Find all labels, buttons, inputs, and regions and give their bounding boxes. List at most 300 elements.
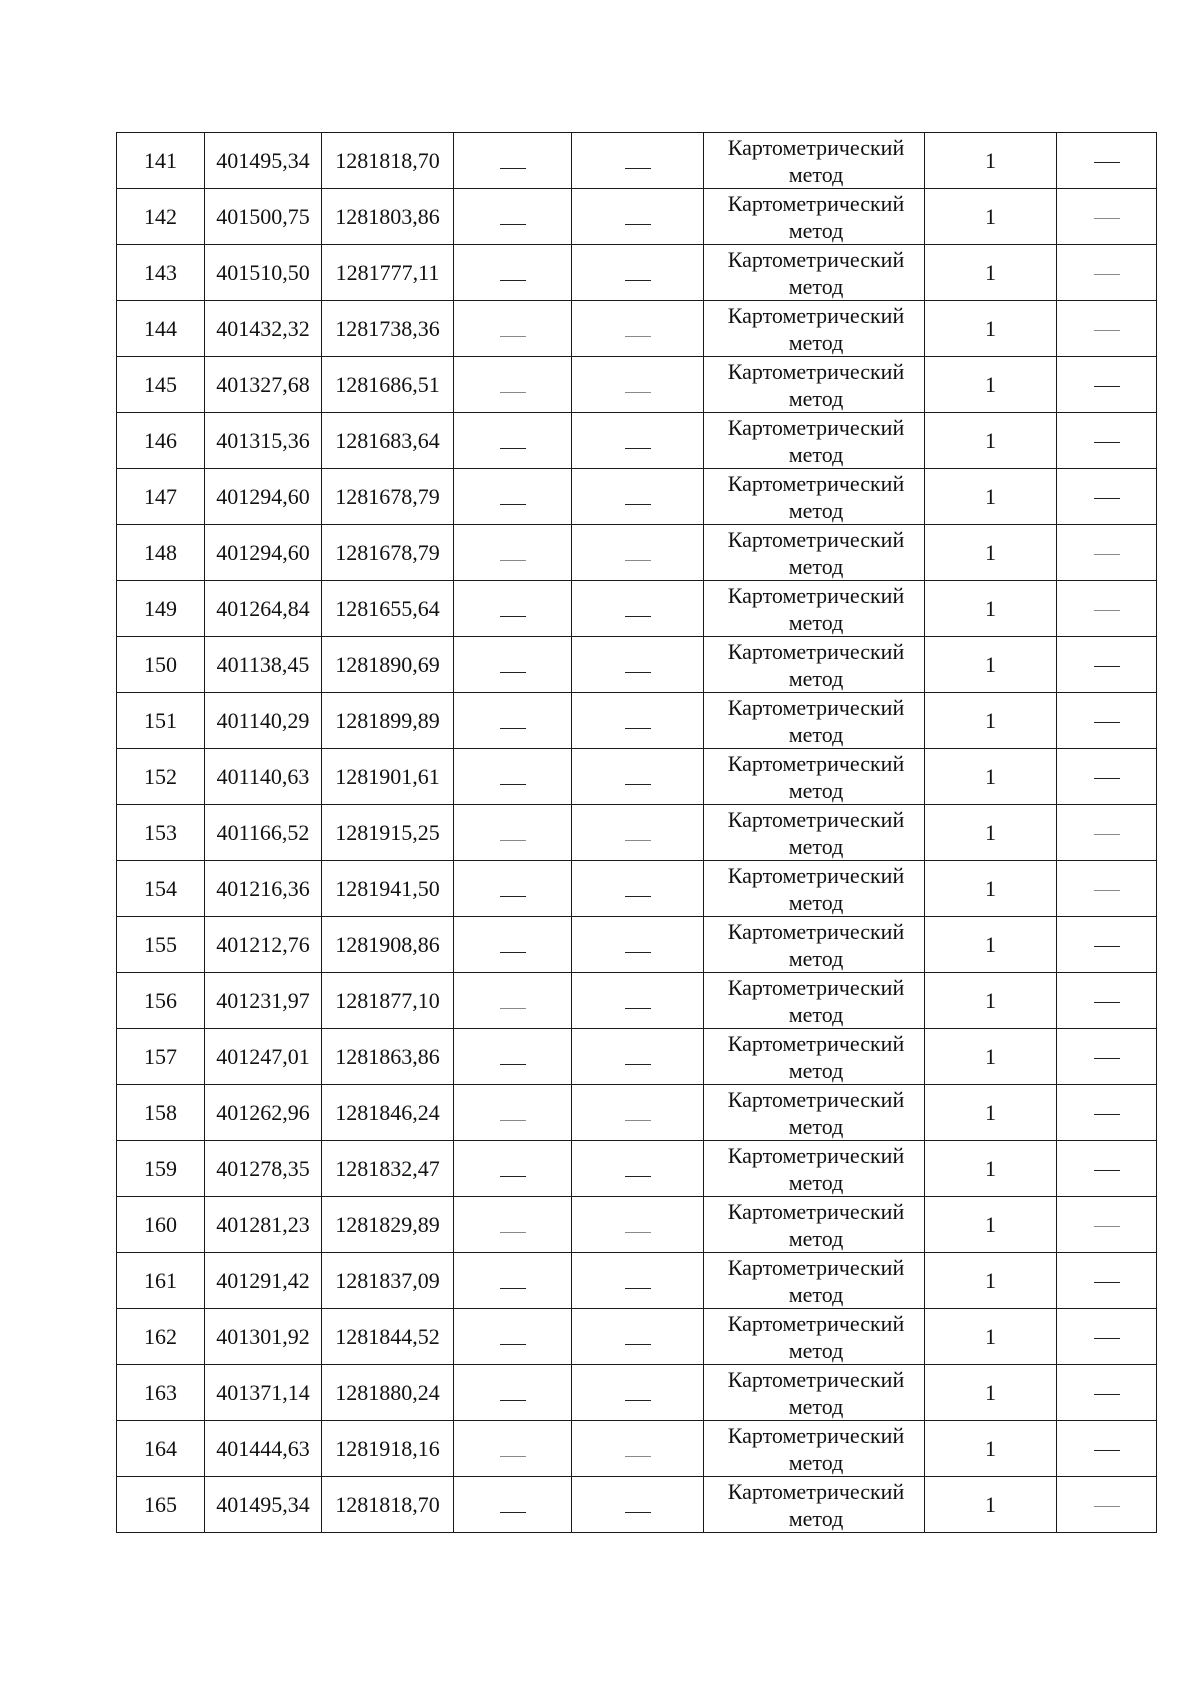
method-line-2: метод [788, 1057, 844, 1083]
method-line-1: Картометрический [727, 302, 905, 328]
dash-mark [500, 1176, 526, 1177]
empty-value-cell [454, 525, 572, 581]
point-number-cell: 161 [117, 1253, 205, 1309]
dash-mark [500, 616, 526, 617]
empty-value-cell [454, 1421, 572, 1477]
accuracy-cell: 1 [925, 1477, 1057, 1533]
table-row [117, 637, 1157, 693]
dash-mark [1094, 554, 1120, 555]
method-cell [704, 189, 925, 245]
dash-mark [500, 1288, 526, 1289]
empty-value-cell [454, 1029, 572, 1085]
method-text [704, 750, 924, 804]
method-cell [704, 357, 925, 413]
method-text [704, 1142, 924, 1196]
dash-mark [500, 448, 526, 449]
table-body [117, 133, 1157, 1533]
accuracy-cell: 1 [925, 189, 1057, 245]
table-row [117, 1085, 1157, 1141]
method-line-2: метод [788, 1449, 844, 1475]
x-coordinate-cell: 401495,34 [205, 1477, 322, 1533]
method-line-1: Картометрический [727, 974, 905, 1000]
x-coordinate-cell: 401264,84 [205, 581, 322, 637]
dash-mark [1094, 1058, 1120, 1059]
empty-value-cell [1057, 469, 1157, 525]
x-coordinate-cell: 401432,32 [205, 301, 322, 357]
x-coordinate-cell: 401294,60 [205, 525, 322, 581]
y-coordinate-cell: 1281915,25 [322, 805, 454, 861]
dash-mark [625, 672, 651, 673]
x-coordinate-cell: 401371,14 [205, 1365, 322, 1421]
method-text [704, 1366, 924, 1420]
table-row [117, 581, 1157, 637]
table-row [117, 469, 1157, 525]
accuracy-cell: 1 [925, 1253, 1057, 1309]
empty-value-cell [572, 749, 704, 805]
method-line-2: метод [788, 1281, 844, 1307]
method-line-2: метод [788, 1505, 844, 1531]
method-line-2: метод [788, 329, 844, 355]
method-text [704, 1478, 924, 1532]
dash-mark [500, 280, 526, 281]
dash-mark [625, 1232, 651, 1233]
point-number-cell: 160 [117, 1197, 205, 1253]
dash-mark [500, 224, 526, 225]
dash-mark [625, 504, 651, 505]
empty-value-cell [1057, 805, 1157, 861]
empty-value-cell [572, 805, 704, 861]
point-number-cell: 142 [117, 189, 205, 245]
method-text [704, 638, 924, 692]
accuracy-cell: 1 [925, 1197, 1057, 1253]
table-row [117, 693, 1157, 749]
empty-value-cell [572, 693, 704, 749]
coordinates-table [116, 132, 1157, 1533]
table-row [117, 861, 1157, 917]
method-line-1: Картометрический [727, 1478, 905, 1504]
method-line-1: Картометрический [727, 918, 905, 944]
table-row [117, 805, 1157, 861]
method-cell [704, 973, 925, 1029]
table-row [117, 1477, 1157, 1533]
method-line-2: метод [788, 721, 844, 747]
x-coordinate-cell: 401262,96 [205, 1085, 322, 1141]
dash-mark [625, 1512, 651, 1513]
empty-value-cell [572, 581, 704, 637]
point-number-cell: 157 [117, 1029, 205, 1085]
y-coordinate-cell: 1281837,09 [322, 1253, 454, 1309]
accuracy-cell: 1 [925, 637, 1057, 693]
empty-value-cell [1057, 917, 1157, 973]
accuracy-cell: 1 [925, 1029, 1057, 1085]
method-text [704, 1310, 924, 1364]
method-line-2: метод [788, 1001, 844, 1027]
x-coordinate-cell: 401495,34 [205, 133, 322, 189]
empty-value-cell [572, 637, 704, 693]
point-number-cell: 154 [117, 861, 205, 917]
dash-mark [1094, 386, 1120, 387]
dash-mark [500, 1456, 526, 1457]
method-cell [704, 581, 925, 637]
method-line-1: Картометрический [727, 1310, 905, 1336]
y-coordinate-cell: 1281683,64 [322, 413, 454, 469]
dash-mark [1094, 274, 1120, 275]
table-row [117, 245, 1157, 301]
empty-value-cell [454, 357, 572, 413]
empty-value-cell [454, 1309, 572, 1365]
dash-mark [625, 280, 651, 281]
empty-value-cell [1057, 1085, 1157, 1141]
method-line-2: метод [788, 1113, 844, 1139]
dash-mark [1094, 218, 1120, 219]
empty-value-cell [572, 1085, 704, 1141]
y-coordinate-cell: 1281863,86 [322, 1029, 454, 1085]
table-row [117, 1197, 1157, 1253]
point-number-cell: 145 [117, 357, 205, 413]
point-number-cell: 141 [117, 133, 205, 189]
method-cell [704, 413, 925, 469]
method-line-2: метод [788, 385, 844, 411]
method-cell [704, 637, 925, 693]
dash-mark [1094, 778, 1120, 779]
dash-mark [500, 1344, 526, 1345]
empty-value-cell [572, 301, 704, 357]
dash-mark [500, 336, 526, 337]
method-line-1: Картометрический [727, 694, 905, 720]
method-line-2: метод [788, 777, 844, 803]
empty-value-cell [572, 469, 704, 525]
method-text [704, 134, 924, 188]
method-line-2: метод [788, 1225, 844, 1251]
method-line-1: Картометрический [727, 1198, 905, 1224]
y-coordinate-cell: 1281818,70 [322, 1477, 454, 1533]
accuracy-cell: 1 [925, 1085, 1057, 1141]
y-coordinate-cell: 1281899,89 [322, 693, 454, 749]
accuracy-cell: 1 [925, 1421, 1057, 1477]
x-coordinate-cell: 401291,42 [205, 1253, 322, 1309]
empty-value-cell [572, 1365, 704, 1421]
empty-value-cell [572, 413, 704, 469]
y-coordinate-cell: 1281846,24 [322, 1085, 454, 1141]
accuracy-cell: 1 [925, 749, 1057, 805]
empty-value-cell [454, 1085, 572, 1141]
method-line-1: Картометрический [727, 806, 905, 832]
dash-mark [500, 504, 526, 505]
dash-mark [500, 728, 526, 729]
empty-value-cell [454, 413, 572, 469]
empty-value-cell [1057, 245, 1157, 301]
dash-mark [1094, 1394, 1120, 1395]
method-line-1: Картометрический [727, 1030, 905, 1056]
dash-mark [625, 1008, 651, 1009]
table-row [117, 1421, 1157, 1477]
dash-mark [625, 1064, 651, 1065]
point-number-cell: 156 [117, 973, 205, 1029]
method-text [704, 414, 924, 468]
empty-value-cell [572, 357, 704, 413]
empty-value-cell [572, 861, 704, 917]
dash-mark [625, 1288, 651, 1289]
empty-value-cell [572, 1477, 704, 1533]
dash-mark [500, 896, 526, 897]
accuracy-cell: 1 [925, 693, 1057, 749]
dash-mark [1094, 330, 1120, 331]
dash-mark [500, 952, 526, 953]
method-line-1: Картометрический [727, 358, 905, 384]
empty-value-cell [1057, 1197, 1157, 1253]
empty-value-cell [1057, 1477, 1157, 1533]
empty-value-cell [572, 1253, 704, 1309]
dash-mark [625, 728, 651, 729]
y-coordinate-cell: 1281832,47 [322, 1141, 454, 1197]
y-coordinate-cell: 1281901,61 [322, 749, 454, 805]
table-row [117, 133, 1157, 189]
empty-value-cell [1057, 973, 1157, 1029]
method-cell [704, 1029, 925, 1085]
empty-value-cell [572, 1197, 704, 1253]
table-row [117, 917, 1157, 973]
method-line-1: Картометрический [727, 638, 905, 664]
empty-value-cell [1057, 637, 1157, 693]
method-line-1: Картометрический [727, 414, 905, 440]
point-number-cell: 152 [117, 749, 205, 805]
dash-mark [625, 840, 651, 841]
method-cell [704, 1085, 925, 1141]
method-cell [704, 917, 925, 973]
dash-mark [625, 952, 651, 953]
method-text [704, 190, 924, 244]
dash-mark [625, 1176, 651, 1177]
method-cell [704, 1141, 925, 1197]
method-text [704, 1086, 924, 1140]
method-line-2: метод [788, 665, 844, 691]
x-coordinate-cell: 401247,01 [205, 1029, 322, 1085]
empty-value-cell [454, 917, 572, 973]
empty-value-cell [454, 861, 572, 917]
method-text [704, 694, 924, 748]
accuracy-cell: 1 [925, 805, 1057, 861]
x-coordinate-cell: 401444,63 [205, 1421, 322, 1477]
dash-mark [500, 840, 526, 841]
accuracy-cell: 1 [925, 469, 1057, 525]
method-line-1: Картометрический [727, 1086, 905, 1112]
method-cell [704, 1421, 925, 1477]
method-line-2: метод [788, 889, 844, 915]
method-line-2: метод [788, 833, 844, 859]
method-line-2: метод [788, 945, 844, 971]
method-text [704, 302, 924, 356]
empty-value-cell [454, 1141, 572, 1197]
dash-mark [1094, 1114, 1120, 1115]
accuracy-cell: 1 [925, 245, 1057, 301]
method-line-1: Картометрический [727, 470, 905, 496]
dash-mark [1094, 1338, 1120, 1339]
point-number-cell: 146 [117, 413, 205, 469]
empty-value-cell [1057, 581, 1157, 637]
accuracy-cell: 1 [925, 413, 1057, 469]
method-line-1: Картометрический [727, 750, 905, 776]
dash-mark [1094, 498, 1120, 499]
accuracy-cell: 1 [925, 861, 1057, 917]
x-coordinate-cell: 401278,35 [205, 1141, 322, 1197]
empty-value-cell [1057, 1365, 1157, 1421]
method-cell [704, 861, 925, 917]
method-line-2: метод [788, 1169, 844, 1195]
method-text [704, 1030, 924, 1084]
y-coordinate-cell: 1281877,10 [322, 973, 454, 1029]
dash-mark [1094, 890, 1120, 891]
accuracy-cell: 1 [925, 1141, 1057, 1197]
dash-mark [500, 672, 526, 673]
empty-value-cell [1057, 1141, 1157, 1197]
method-text [704, 862, 924, 916]
x-coordinate-cell: 401140,63 [205, 749, 322, 805]
method-line-2: метод [788, 1337, 844, 1363]
method-text [704, 974, 924, 1028]
x-coordinate-cell: 401327,68 [205, 357, 322, 413]
method-cell [704, 133, 925, 189]
empty-value-cell [1057, 525, 1157, 581]
x-coordinate-cell: 401231,97 [205, 973, 322, 1029]
method-line-2: метод [788, 217, 844, 243]
dash-mark [1094, 1506, 1120, 1507]
dash-mark [625, 1120, 651, 1121]
y-coordinate-cell: 1281803,86 [322, 189, 454, 245]
table-row [117, 1253, 1157, 1309]
point-number-cell: 158 [117, 1085, 205, 1141]
empty-value-cell [1057, 1421, 1157, 1477]
table-row [117, 525, 1157, 581]
method-cell [704, 1309, 925, 1365]
dash-mark [500, 1232, 526, 1233]
y-coordinate-cell: 1281777,11 [322, 245, 454, 301]
x-coordinate-cell: 401510,50 [205, 245, 322, 301]
point-number-cell: 150 [117, 637, 205, 693]
accuracy-cell: 1 [925, 1309, 1057, 1365]
point-number-cell: 147 [117, 469, 205, 525]
empty-value-cell [454, 637, 572, 693]
method-line-1: Картометрический [727, 246, 905, 272]
dash-mark [1094, 610, 1120, 611]
dash-mark [1094, 1282, 1120, 1283]
empty-value-cell [572, 133, 704, 189]
method-line-2: метод [788, 161, 844, 187]
empty-value-cell [454, 581, 572, 637]
table-row [117, 413, 1157, 469]
method-text [704, 246, 924, 300]
empty-value-cell [454, 1365, 572, 1421]
dash-mark [625, 616, 651, 617]
dash-mark [500, 560, 526, 561]
x-coordinate-cell: 401315,36 [205, 413, 322, 469]
accuracy-cell: 1 [925, 301, 1057, 357]
empty-value-cell [572, 1029, 704, 1085]
table-row [117, 1309, 1157, 1365]
x-coordinate-cell: 401212,76 [205, 917, 322, 973]
empty-value-cell [1057, 189, 1157, 245]
dash-mark [625, 336, 651, 337]
dash-mark [500, 1064, 526, 1065]
method-cell [704, 469, 925, 525]
method-line-2: метод [788, 273, 844, 299]
method-cell [704, 301, 925, 357]
method-line-1: Картометрический [727, 862, 905, 888]
method-cell [704, 1253, 925, 1309]
empty-value-cell [1057, 693, 1157, 749]
dash-mark [1094, 162, 1120, 163]
x-coordinate-cell: 401216,36 [205, 861, 322, 917]
method-text [704, 526, 924, 580]
y-coordinate-cell: 1281890,69 [322, 637, 454, 693]
point-number-cell: 155 [117, 917, 205, 973]
point-number-cell: 153 [117, 805, 205, 861]
method-line-1: Картометрический [727, 134, 905, 160]
dash-mark [1094, 1450, 1120, 1451]
method-line-2: метод [788, 609, 844, 635]
dash-mark [625, 1456, 651, 1457]
method-line-1: Картометрический [727, 582, 905, 608]
y-coordinate-cell: 1281829,89 [322, 1197, 454, 1253]
table-row [117, 973, 1157, 1029]
dash-mark [500, 784, 526, 785]
method-text [704, 470, 924, 524]
accuracy-cell: 1 [925, 973, 1057, 1029]
dash-mark [625, 448, 651, 449]
dash-mark [625, 1344, 651, 1345]
empty-value-cell [572, 1309, 704, 1365]
empty-value-cell [1057, 413, 1157, 469]
x-coordinate-cell: 401166,52 [205, 805, 322, 861]
dash-mark [625, 1400, 651, 1401]
method-line-1: Картометрический [727, 526, 905, 552]
y-coordinate-cell: 1281686,51 [322, 357, 454, 413]
dash-mark [625, 392, 651, 393]
empty-value-cell [454, 693, 572, 749]
table-row [117, 189, 1157, 245]
method-line-2: метод [788, 553, 844, 579]
empty-value-cell [454, 301, 572, 357]
point-number-cell: 143 [117, 245, 205, 301]
x-coordinate-cell: 401294,60 [205, 469, 322, 525]
y-coordinate-cell: 1281678,79 [322, 469, 454, 525]
dash-mark [625, 784, 651, 785]
dash-mark [625, 896, 651, 897]
method-line-2: метод [788, 1393, 844, 1419]
dash-mark [1094, 834, 1120, 835]
method-line-1: Картометрический [727, 1422, 905, 1448]
method-text [704, 1198, 924, 1252]
method-cell [704, 1197, 925, 1253]
method-text [704, 582, 924, 636]
method-text [704, 806, 924, 860]
empty-value-cell [1057, 301, 1157, 357]
accuracy-cell: 1 [925, 581, 1057, 637]
method-cell [704, 805, 925, 861]
point-number-cell: 159 [117, 1141, 205, 1197]
dash-mark [1094, 946, 1120, 947]
empty-value-cell [454, 1253, 572, 1309]
method-line-2: метод [788, 441, 844, 467]
x-coordinate-cell: 401281,23 [205, 1197, 322, 1253]
empty-value-cell [1057, 861, 1157, 917]
accuracy-cell: 1 [925, 525, 1057, 581]
method-text [704, 918, 924, 972]
point-number-cell: 148 [117, 525, 205, 581]
method-line-1: Картометрический [727, 190, 905, 216]
table-row [117, 1029, 1157, 1085]
accuracy-cell: 1 [925, 357, 1057, 413]
table-row [117, 749, 1157, 805]
